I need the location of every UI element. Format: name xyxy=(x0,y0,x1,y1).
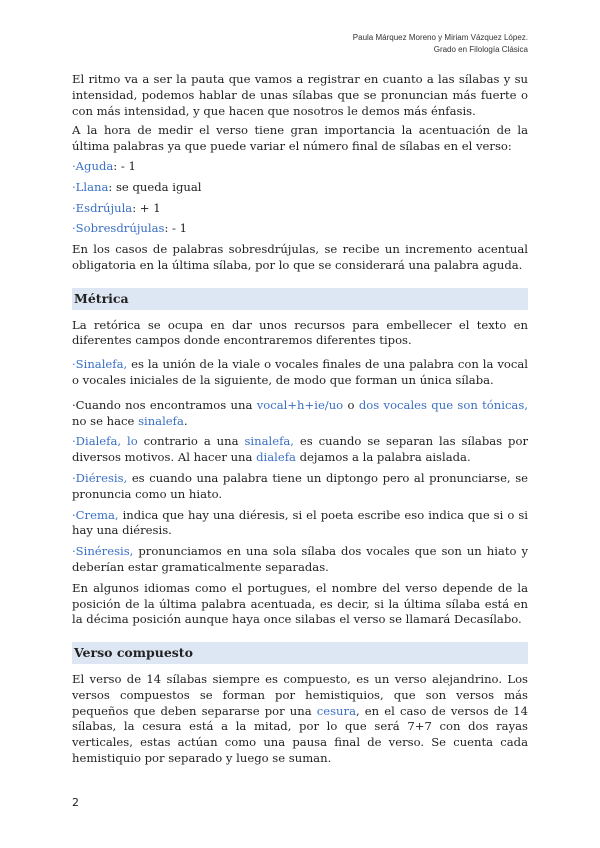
page-header xyxy=(353,32,528,56)
section-heading-metrica: Métrica xyxy=(72,288,528,310)
definition-sinalefa: ·Sinalefa, es la unión de la viale o vocales finales de una palabra con la vocal o vocales iniciales de la siguiente, de modo que forman un única sílaba. xyxy=(72,357,528,387)
term-cesura: cesura xyxy=(316,703,356,718)
list-item-sobresdrujulas: ·Sobresdrújulas: - 1 xyxy=(72,221,188,236)
header-degree: Grado en Filología Clásica xyxy=(433,45,528,54)
definition-sineresis: ·Sinéresis, pronunciamos en una sola sílaba dos vocales que son un hiato y deberían estar gramaticalmente separadas. xyxy=(72,544,528,574)
definition-crema: ·Crema, indica que hay una diéresis, si el poeta escribe eso indica que si o si hay una diéresis. xyxy=(72,507,528,538)
header-authors: Paula Márquez Moreno y Miriam Vázquez López. xyxy=(352,33,528,42)
list-item-esdrujula: ·Esdrújula: + 1 xyxy=(72,200,161,215)
list-item-aguda: ·Aguda: - 1 xyxy=(72,158,136,173)
term-sobresdrujulas: ·Sobresdrújulas xyxy=(72,221,165,236)
term-llana: ·Llana xyxy=(72,179,109,194)
paragraph-verso-compuesto: El verso de 14 sílabas siempre es compuesto, es un verso alejandrino. Los versos compuestos se forman por hemistiquios, que son versos más pequeños que deben separarse por una cesura, en el caso de versos de 14 sílabas, la cesura está a la mitad, por lo que será 7+7 con dos rayas verticales, estas actúan como una pausa final de verso. Se cuenta cada hemistiquio por separado y luego se suman. xyxy=(72,671,528,765)
paragraph-retorica: La retórica se ocupa en dar unos recursos para embellecer el texto en diferentes campos donde encontraremos diferentes tipos. xyxy=(72,317,528,348)
section-heading-verso-compuesto: Verso compuesto xyxy=(72,642,528,664)
definition-dialefa: ·Dialefa, lo contrario a una sinalefa, es cuando se separan las sílabas por diversos motivos. Al hacer una dialefa dejamos a la palabra aislada. xyxy=(72,434,528,465)
term-aguda: ·Aguda xyxy=(72,158,114,173)
page-number: 2 xyxy=(72,796,79,809)
term-dieresis: ·Diéresis, xyxy=(72,470,128,485)
term-dialefa: ·Dialefa, lo xyxy=(72,434,138,449)
document-body xyxy=(72,72,528,771)
term-sinalefa: ·Sinalefa, xyxy=(72,357,128,372)
list-item-llana: ·Llana: se queda igual xyxy=(72,179,202,194)
definition-no-sinalefa: ·Cuando nos encontramos una vocal+h+ie/uo o dos vocales que son tónicas, no se hace sinalefa. xyxy=(72,397,528,428)
definition-dieresis: ·Diéresis, es cuando una palabra tiene un diptongo pero al pronunciarse, se pronuncia como un hiato. xyxy=(72,470,528,501)
paragraph-sobresdrujulas: En los casos de palabras sobresdrújulas, se recibe un incremento acentual obligatoria en la última sílaba, por lo que se considerará una palabra aguda. xyxy=(72,242,528,272)
paragraph-ritmo: El ritmo va a ser la pauta que vamos a registrar en cuanto a las sílabas y su intensidad, podemos hablar de unas sílabas que se pronuncian más fuerte o con más intensidad, y que hacen que nosotros le demos más énfasis. xyxy=(72,72,528,118)
paragraph-acentuacion: A la hora de medir el verso tiene gran importancia la acentuación de la última palabras ya que puede variar el número final de sílabas en el verso: xyxy=(72,123,528,154)
term-sineresis: ·Sinéresis, xyxy=(72,544,134,559)
term-esdrujula: ·Esdrújula xyxy=(72,200,133,215)
paragraph-idiomas: En algunos idiomas como el portugues, el nombre del verso depende de la posición de la última palabra acentuada, es decir, si la última sílaba está en la décima posición aunque haya once silabas el verso se llamará Decasílabo. xyxy=(72,580,528,627)
term-crema: ·Crema, xyxy=(72,507,119,522)
